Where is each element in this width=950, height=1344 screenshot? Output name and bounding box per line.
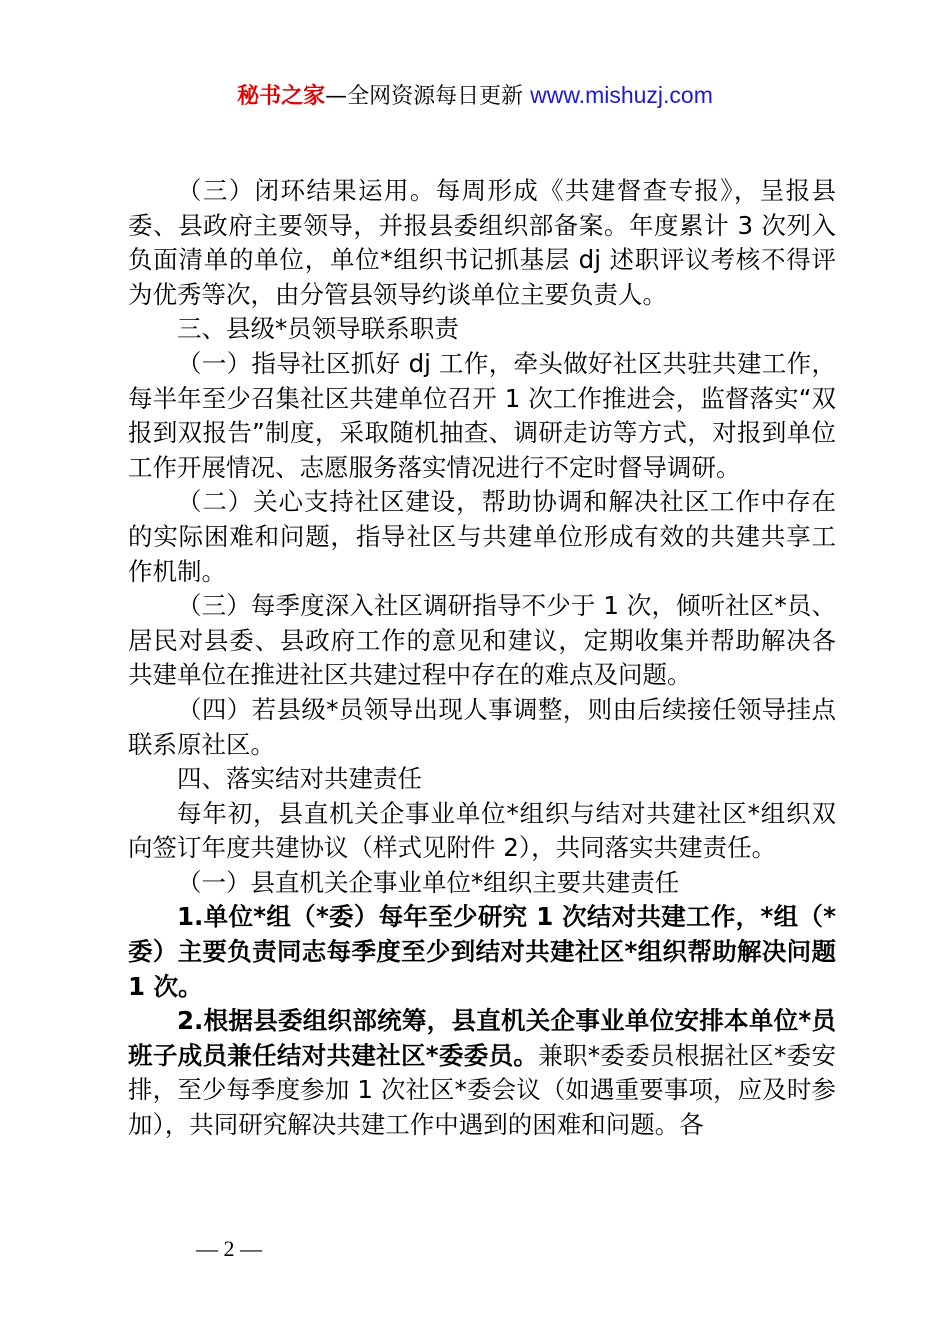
paragraph-closed-loop: （三）闭环结果运用。每周形成《共建督查专报》，呈报县委、县政府主要领导，并报县委组织部备案。年度累计 3 次列入负面清单的单位，单位*组织书记抓基层 dj 述职评议考核不得评为优秀等次，由分管县领导约谈单位主要负责人。 [128, 176, 836, 309]
section-heading-3: 三、县级*员领导联系职责 [177, 314, 459, 344]
page-number: — 2 — [196, 1236, 262, 1261]
paragraph-item-1: 1.单位*组（*委）每年至少研究 1 次结对共建工作，*组（*委）主要负责同志每季度至少到结对共建社区*组织帮助解决问题 1 次。 [128, 902, 836, 1001]
brand-name: 秘书之家 [237, 84, 326, 109]
paragraph-item-2 [128, 1004, 836, 1142]
document-body [128, 174, 836, 1143]
section-heading-4: 四、落实结对共建责任 [177, 764, 422, 794]
paragraph-personnel-change: （四）若县级*员领导出现人事调整，则由后续接任领导挂点联系原社区。 [128, 694, 836, 759]
paragraph-guide-community: （一）指导社区抓好 dj 工作，牵头做好社区共驻共建工作，每半年至少召集社区共建单位召开 1 次工作推进会，监督落实“双报到双报告”制度，采取随机抽查、调研走访等方式，对报到单位工作开展情况、志愿服务落实情况进行不定时督导调研。 [128, 348, 836, 482]
paragraph-support-community: （二）关心支持社区建设，帮助协调和解决社区工作中存在的实际困难和问题，指导社区与共建单位形成有效的共建共享工作机制。 [128, 487, 836, 586]
subsection-heading-1: （一）县直机关企事业单位*组织主要共建责任 [177, 867, 680, 897]
header-tagline: —全网资源每日更新 [325, 84, 531, 109]
paragraph-item-2-bold: 2.根据县委组织部统筹，县直机关企事业单位安排本单位*员班子成员兼任结对共建社区*委委员。 [128, 1006, 836, 1070]
page-header [0, 80, 950, 112]
paragraph-annual-agreement: 每年初，县直机关企事业单位*组织与结对共建社区*组织双向签订年度共建协议（样式见附件 2），共同落实共建责任。 [128, 798, 836, 863]
header-site-url[interactable]: www.mishuzj.com [530, 82, 713, 108]
paragraph-quarterly-research: （三）每季度深入社区调研指导不少于 1 次，倾听社区*员、居民对县委、县政府工作的意见和建议，定期收集并帮助解决各共建单位在推进社区共建过程中存在的难点及问题。 [128, 591, 836, 690]
paragraph-item-2-text: 兼职*委委员根据社区*委安排，至少每季度参加 1 次社区*委会议（如遇重要事项，应及时参加），共同研究解决共建工作中遇到的困难和问题。各 [128, 1040, 837, 1140]
